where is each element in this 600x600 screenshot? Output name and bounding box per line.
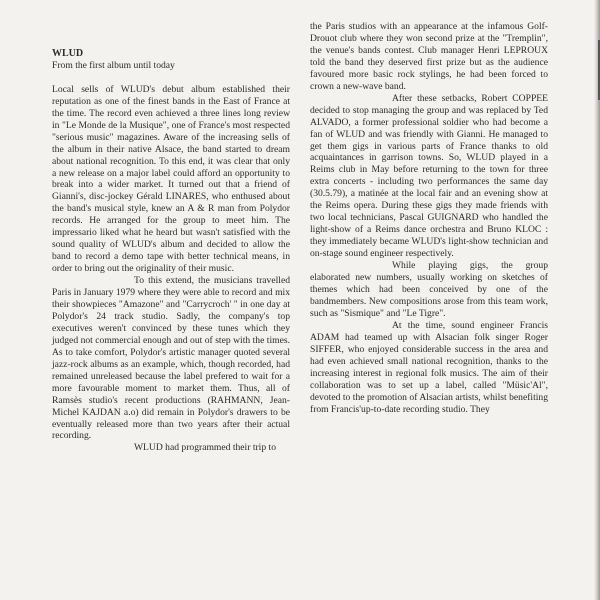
article-title: WLUD	[52, 48, 84, 59]
right-column	[310, 21, 548, 415]
left-column	[52, 48, 290, 454]
paragraph-right-4: At the time, sound engineer Francis ADAM had teamed up with Alsacian folk singer Roger SIFFER, who enjoyed considerable success in the area and had even achieved small national recognition, thanks to the increasing interest in regional folk musics. The aim of their collaboration was to set up a label, called "Müsic'Al", devoted to the promotion of Alsacian artists, whilst benefiting from Francis'up-to-date recording studio. They	[310, 319, 548, 415]
paragraph-left-3: WLUD had programmed their trip to	[134, 442, 276, 454]
paragraph-right-1: the Paris studios with an appearance at the infamous Golf-Drouot club where they won second prize at the "Tremplin", the venue's bands contest. Club manager Henri LEPROUX told the band they deserved first prize but as the audience favoured more basic rock stylings, he had been forced to crown a new-wave band.	[310, 21, 548, 92]
paragraph-right-3: While playing gigs, the group elaborated new numbers, usually working on sketches of themes which had been conceived by one of the bandmembers. New compositions arose from this team work, such as "Sismique" and "Le Tigre".	[310, 260, 548, 319]
paragraph-right-2: After these setbacks, Robert COPPEE decided to stop managing the group and was replaced by Ted ALVADO, a former professional soldier who had become a fan of WLUD and was friendly with Gianni. He managed to get them gigs in various parts of France thanks to old acquaintances in garrison towns. So, WLUD played in a Reims club in May before returning to the town for three extra concerts - including two performances the same day (30.5.79), a matinée at the local fair and an evening show at the Reims opera. During these gigs they made friends with two local technicians, Pascal GUIGNARD who handled the light-show of a Reims dance orchestra and Bruno KLOC : they immediately became WLUD's light-show technician and on-stage sound engineer respectively.	[310, 92, 548, 260]
paragraph-left-1: Local sells of WLUD's debut album established their reputation as one of the finest bands in the East of France at the time. The record even achieved a three lines long review in "Le Monde de la Musique", one of France's most respected "serious music" magazines. Aware of the increasing sells of the album in their native Alsace, the band started to dream about national recognition. To this end, it was clear that only a new release on a major label could afford an opportunity to break into a wider market. It turned out that a friend of Gianni's, disc-jockey Gérald LINARES, who enthused about the band's musical style, knew an A & R man from Polydor records. He arranged for the group to meet him. The impressario liked what he heard but wasn't satisfied with the sound quality of WLUD's album and decided to allow the band to record a demo tape with better technical means, in order to bring out the originality of their music.	[52, 83, 290, 275]
article-subtitle: From the first album until today	[52, 59, 175, 71]
paragraph-left-2: To this extend, the musicians travelled Paris in January 1979 where they were able to record and mix their showpieces "Amazone" and "Carrycroch' " in one day at Polydor's 24 track studio. Sadly, the company's top executives weren't convinced by these tunes which they judged not commercial enough and out of step with the times. As to take comfort, Polydor's artistic manager quoted several jazz-rock albums as an example, which, though recorded, had remained unreleased because the label prefered to wait for a more favourable moment to market them. Thus, all of Ramsès studio's recent productions (RAHMANN, Jean-Michel KAJDAN a.o) did remain in Polydor's drawers to be eventually released more than two years after their actual recording.	[52, 275, 290, 442]
